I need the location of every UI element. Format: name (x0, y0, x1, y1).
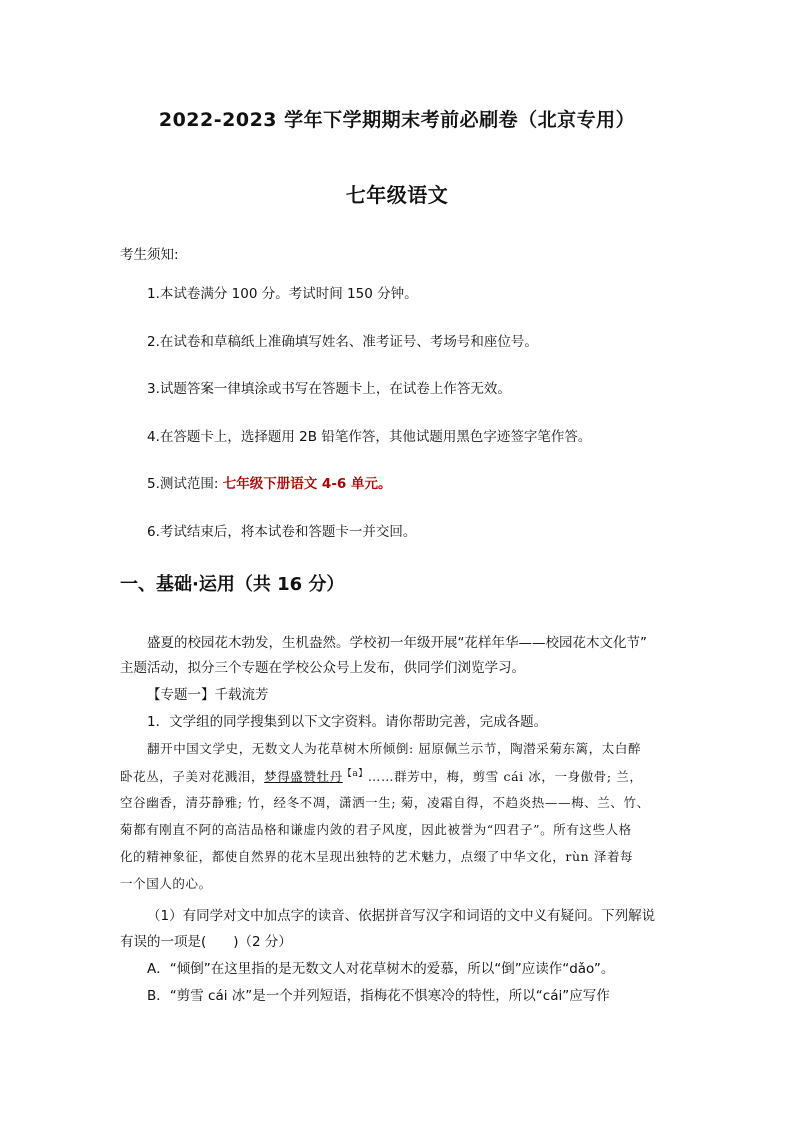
sub-question-1-line-1: （1）有同学对文中加点字的读音、依据拼音写汉字和词语的文中义有疑问。下列解说 (147, 908, 656, 924)
scope-value: 七年级下册语文 4-6 单元。 (222, 476, 392, 492)
passage-line-4: 菊都有刚直不阿的高洁品格和谦虚内敛的君子风度，因此被誉为“四君子”。所有这些人格 (120, 822, 632, 837)
passage-line-5: 化的精神象征，都使自然界的花木呈现出独特的艺术魅力，点缀了中华文化，rùn 泽着每 (120, 849, 634, 864)
scope-label: 5.测试范围: (147, 476, 219, 492)
notice-item-2: 2.在试卷和草稿纸上准确填写姓名、准考证号、考场号和座位号。 (147, 334, 538, 350)
notice-item-1: 1.本试卷满分 100 分。考试时间 150 分钟。 (147, 286, 418, 302)
notice-item-6: 6.考试结束后，将本试卷和答题卡一并交回。 (147, 524, 417, 540)
question-1: 1．文学组的同学搜集到以下文字资料。请你帮助完善，完成各题。 (147, 714, 548, 730)
passage-text: ……群芳中，梅，剪雪 cái 冰，一身傲骨; 兰， (367, 769, 643, 785)
topic-heading: 【专题一】千载流芳 (147, 687, 269, 703)
passage-line-6: 一个国人的心。 (120, 876, 212, 891)
notice-item-4: 4.在答题卡上，选择题用 2B 铅笔作答，其他试题用黑色字迹签字笔作答。 (147, 429, 592, 445)
underlined-phrase: 梦得盛赞牡丹 (264, 769, 343, 785)
notice-heading: 考生须知: (120, 247, 179, 263)
passage-line-1: 翻开中国文学史，无数文人为花草树木所倾倒: 屈原佩兰示节，陶潜采菊东篱，太白醉 (147, 741, 642, 756)
intro-line-2: 主题活动，拟分三个专题在学校公众号上发布，供同学们浏览学习。 (120, 660, 525, 676)
passage-line-2 (120, 766, 642, 785)
section-heading: 一、基础·运用（共 16 分） (120, 574, 345, 595)
option-b: B．“剪雪 cái 冰”是一个并列短语，指梅花不惧寒冷的特性，所以“cái”应写作 (147, 988, 610, 1004)
exam-title: 2022-2023 学年下学期期末考前必刷卷（北京专用） (158, 109, 636, 131)
sub-question-1-line-2: 有误的一项是( )（2 分） (120, 934, 292, 950)
exam-subtitle: 七年级语文 (345, 183, 449, 207)
passage-text: 卧花丛，子美对花溅泪， (120, 769, 265, 785)
footnote-marker: 【a】 (342, 769, 368, 779)
passage-line-3: 空谷幽香，清芬静雅; 竹，经冬不凋，潇洒一生; 菊，凌霜自得，不趋炎热——梅、兰、竹、 (120, 795, 650, 810)
option-a: A．“倾倒”在这里指的是无数文人对花草树木的爱慕，所以“倒”应读作“dǎo”。 (147, 961, 615, 977)
notice-item-5 (147, 472, 392, 492)
intro-line-1: 盛夏的校园花木勃发，生机盎然。学校初一年级开展“花样年华——校园花木文化节” (147, 635, 647, 651)
notice-item-3: 3.试题答案一律填涂或书写在答题卡上，在试卷上作答无效。 (147, 381, 511, 397)
